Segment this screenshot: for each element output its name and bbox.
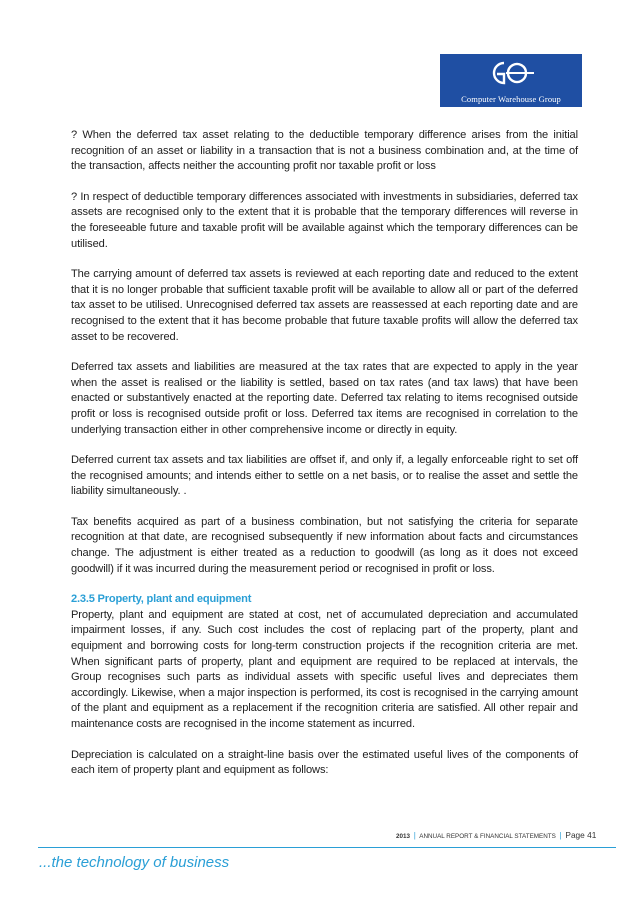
footer-separator: | [559,831,562,840]
section-heading: 2.3.5 Property, plant and equipment [71,593,252,606]
paragraph-3: The carrying amount of deferred tax assets is reviewed at each reporting date and reduced to the extent that it is no longer probable that sufficient taxable profit will be available to allow all or part of the deferred tax asset to be utilised. Unrecognised deferred tax assets are reassessed at each reporting date and are recognised to the extent that it has become probable that future taxable profits will allow the deferred tax asset to be recovered. [71,268,578,343]
paragraph-8: Depreciation is calculated on a straight-line basis over the estimated useful lives of the components of each item of property plant and equipment as follows: [71,748,578,777]
footer-separator: | [413,831,416,840]
cwg-logo-mark-icon [484,57,538,89]
paragraph-2: ? In respect of deductible temporary differences associated with investments in subsidiaries, deferred tax assets are recognised only to the extent that it is probable that the temporary differences will reverse in the foreseeable future and taxable profit will be available against which the temporary differences can be utilised. [71,190,578,250]
footer-report-title: ANNUAL REPORT & FINANCIAL STATEMENTS [419,833,556,840]
paragraph-6: Tax benefits acquired as part of a business combination, but not satisfying the criteria for separate recognition at that date, are recognised subsequently if new information about facts and circumstances change. The adjustment is either treated as a reduction to goodwill (as long as it does not exceed goodwill) if it was incurred during the measurement period or recognised in profit or loss. [71,515,578,575]
logo-text: Computer Warehouse Group [461,94,561,104]
footer-divider [38,847,616,848]
footer-year: 2013 [396,833,411,840]
page-number: Page 41 [565,830,597,840]
paragraph-1: ? When the deferred tax asset relating to the deductible temporary difference arises from the initial recognition of an asset or liability in a transaction that is not a business combination and, at the time of the transaction, affects neither the accounting profit nor taxable profit or loss [71,129,578,173]
paragraph-4: Deferred tax assets and liabilities are measured at the tax rates that are expected to apply in the year when the asset is realised or the liability is settled, based on tax rates (and tax laws) that have been enacted or substantively enacted at the reporting date. Deferred tax relating to items recognised outside profit or loss is recognised outside profit or loss. Deferred tax items are recognised in correlation to the underlying transaction either in other comprehensive income or directly in equity. [71,361,578,436]
footer-tagline: ...the technology of business [39,854,230,871]
paragraph-5: Deferred current tax assets and tax liabilities are offset if, and only if, a legally enforceable right to set off the recognised amounts; and intends either to settle on a net basis, or to realise the asset and settle the liability simultaneously. . [71,454,578,498]
page-footer-info [396,830,596,840]
paragraph-7: Property, plant and equipment are stated at cost, net of accumulated depreciation and accumulated impairment losses, if any. Such cost includes the cost of replacing part of the property, plant and equipment and borrowing costs for long-term construction projects if the recognition criteria are met. When significant parts of property, plant and equipment are required to be replaced at intervals, the Group recognises such parts as individual assets with specific useful lives and depreciates them accordingly. Likewise, when a major inspection is performed, its cost is recognised in the carrying amount of the plant and equipment as a replacement if the recognition criteria are satisfied. All other repair and maintenance costs are recognised in the income statement as incurred. [71,608,578,730]
company-logo [440,54,582,107]
document-body [71,128,578,794]
